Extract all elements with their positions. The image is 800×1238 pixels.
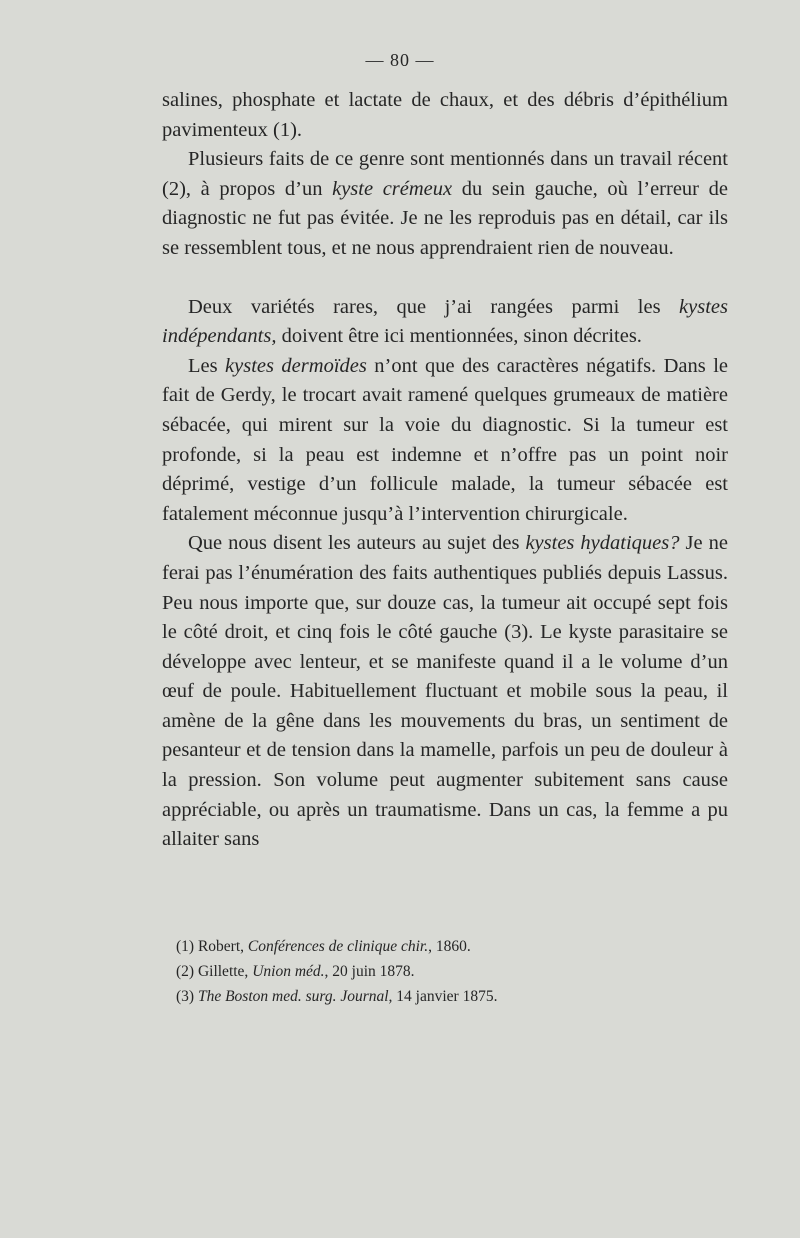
footnote-2-text-a: (2) Gillette, — [176, 963, 253, 980]
paragraph-3-text-a: Deux variétés rares, que j’ai rangées parmi les — [188, 295, 680, 318]
paragraph-4-text-b: n’ont que des caractères négatifs. Dans le fait de Gerdy, le trocart avait ramené quelques grumeaux de matière sébacée, qui mirent sur la voie du diagnostic. Si la tumeur est profonde, si la peau est indemne et n’offre pas un point noir déprimé, vestige d’un follicule malade, la tumeur sébacée est fatalement méconnue jusqu’à l’intervention chirurgicale. — [162, 354, 728, 525]
paragraph-1-text: salines, phosphate et lactate de chaux, et des débris d’épithélium pavimenteux (1). — [162, 89, 728, 141]
footnote-3 — [176, 984, 728, 1009]
body-text — [162, 86, 728, 855]
paragraph-2-italic-kyste-cremeux: kyste crémeux — [332, 177, 453, 200]
paragraph-3 — [162, 293, 728, 352]
footnote-1-text-b: , 1860. — [428, 938, 471, 955]
paragraph-4-text-a: Les — [188, 354, 226, 377]
paragraph-3-italic-kystes-independants: kystes indépendants, — [162, 295, 728, 348]
paragraph-5 — [162, 529, 728, 855]
footnote-2 — [176, 959, 728, 984]
footnote-3-italic: The Boston med. surg. Journal, — [197, 988, 393, 1005]
page-number: — 80 — — [365, 50, 435, 70]
footnote-1-italic: Conférences de clinique chir. — [247, 938, 429, 955]
paragraph-2 — [162, 145, 728, 263]
footnotes — [176, 934, 728, 1009]
paragraph-1 — [162, 86, 728, 145]
footnote-2-text-b: , 20 juin 1878. — [324, 963, 415, 980]
paragraph-4 — [162, 352, 728, 530]
footnote-2-italic: Union méd. — [252, 963, 325, 980]
footnote-3-text-b: 14 janvier 1875. — [392, 988, 498, 1005]
paragraph-4-italic-kystes-dermoides: kystes dermoïdes — [225, 354, 367, 377]
paragraph-5-text-b: Je ne ferai pas l’énumération des faits authentiques publiés depuis Lassus. Peu nous importe que, sur douze cas, la tumeur ait occupé sept fois le côté droit, et cinq fois le côté gauche (3). Le kyste parasitaire se développe avec lenteur, et se manifeste quand il a le volume d’un œuf de poule. Habituellement fluctuant et mobile sous la peau, il amène de la gêne dans les mouvements du bras, un sentiment de pesanteur et de tension dans la mamelle, parfois un peu de douleur à la pression. Son volume peut augmenter subitement sans cause appréciable, ou après un traumatisme. Dans un cas, la femme a pu allaiter sans — [162, 532, 728, 851]
paragraph-5-text-a: Que nous disent les auteurs au sujet des — [188, 532, 526, 555]
paragraph-2-text-b: du sein gauche, où l’erreur de diagnostic ne fut pas évitée. Je ne les reproduis pas en détail, car ils se ressemblent tous, et ne nous apprendraient rien de nouveau. — [162, 177, 728, 259]
footnote-1 — [176, 934, 728, 959]
footnote-3-text-a: (3) — [176, 988, 198, 1005]
paragraph-5-italic-kystes-hydatiques: kystes hydatiques? — [525, 532, 680, 555]
paragraph-2-text-a: Plusieurs faits de ce genre sont mentionnés dans un travail récent (2), à propos d’un — [162, 148, 728, 200]
footnote-1-text-a: (1) Robert, — [176, 938, 248, 955]
paragraph-3-text-b: doivent être ici mentionnées, sinon décrites. — [276, 325, 642, 348]
